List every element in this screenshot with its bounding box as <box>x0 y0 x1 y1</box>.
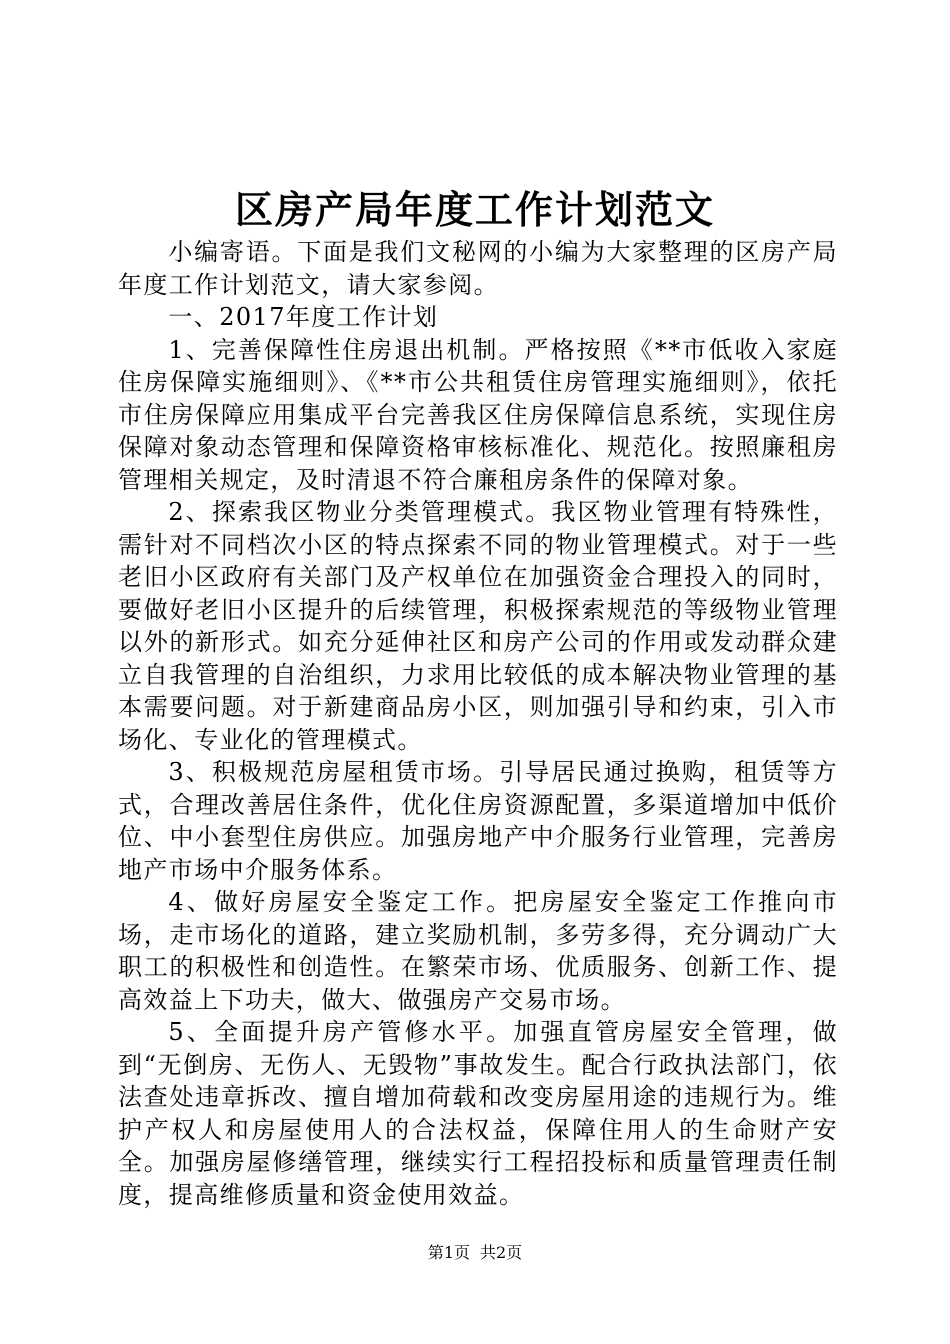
document-body <box>118 236 838 1211</box>
paragraph-item-4: 4、做好房屋安全鉴定工作。把房屋安全鉴定工作推向市场，走市场化的道路，建立奖励机制，多劳多得，充分调动广大职工的积极性和创造性。在繁荣市场、优质服务、创新工作、提高效益上下功夫，做大、做强房产交易市场。 <box>118 888 838 1014</box>
page-footer <box>0 1243 950 1263</box>
section-heading: 一、2017年度工作计划 <box>168 303 439 331</box>
page-number: 第1页 <box>427 1243 470 1262</box>
paragraph-item-1: 1、完善保障性住房退出机制。严格按照《**市低收入家庭住房保障实施细则》、《**市公共租赁住房管理实施细则》，依托市住房保障应用集成平台完善我区住房保障信息系统，实现住房保障对象动态管理和保障资格审核标准化、规范化。按照廉租房管理相关规定，及时清退不符合廉租房条件的保障对象。 <box>118 335 838 494</box>
paragraph-intro: 小编寄语。下面是我们文秘网的小编为大家整理的区房产局年度工作计划范文，请大家参阅。 <box>118 238 838 299</box>
page-total: 共2页 <box>480 1243 523 1262</box>
paragraph-item-3: 3、积极规范房屋租赁市场。引导居民通过换购，租赁等方式，合理改善居住条件，优化住房资源配置，多渠道增加中低价位、中小套型住房供应。加强房地产中介服务行业管理，完善房地产市场中介服务体系。 <box>118 758 838 884</box>
paragraph-item-2: 2、探索我区物业分类管理模式。我区物业管理有特殊性，需针对不同档次小区的特点探索不同的物业管理模式。对于一些老旧小区政府有关部门及产权单位在加强资金合理投入的同时，要做好老旧小区提升的后续管理，积极探索规范的等级物业管理以外的新形式。如充分延伸社区和房产公司的作用或发动群众建立自我管理的自治组织，力求用比较低的成本解决物业管理的基本需要问题。对于新建商品房小区，则加强引导和约束，引入市场化、专业化的管理模式。 <box>118 498 838 754</box>
paragraph-item-5: 5、全面提升房产管修水平。加强直管房屋安全管理，做到“无倒房、无伤人、无毁物”事故发生。配合行政执法部门，依法查处违章拆改、擅自增加荷载和改变房屋用途的违规行为。维护产权人和房屋使用人的合法权益，保障住用人的生命财产安全。加强房屋修缮管理，继续实行工程招投标和质量管理责任制度，提高维修质量和资金使用效益。 <box>118 1018 838 1209</box>
document-title: 区房产局年度工作计划范文 <box>234 187 715 232</box>
